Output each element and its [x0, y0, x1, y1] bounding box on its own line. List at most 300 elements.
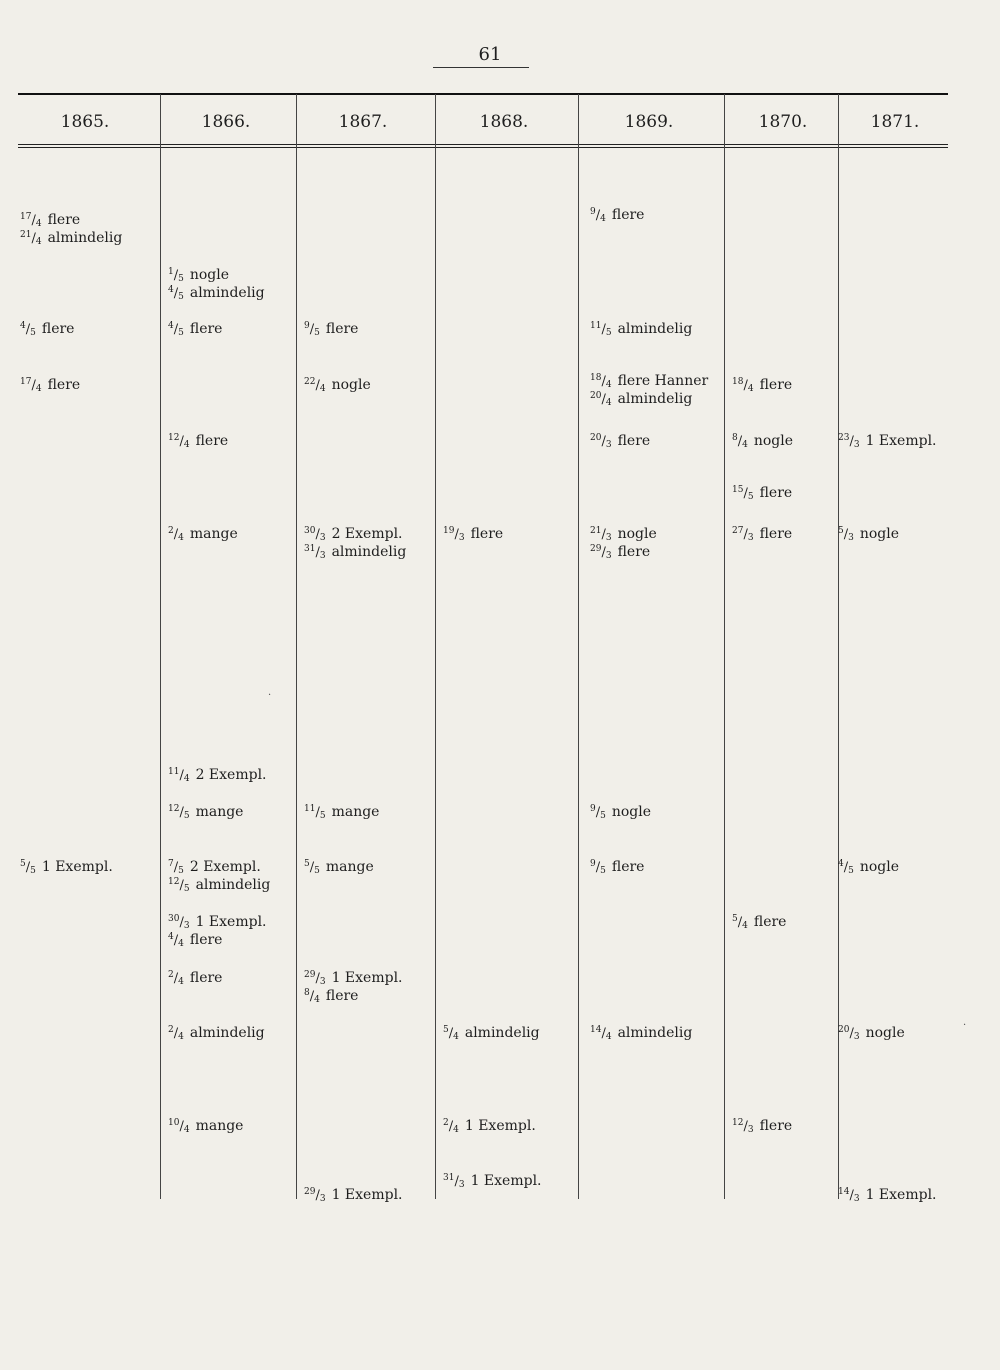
observation-label: 1 Exempl.	[464, 1118, 536, 1134]
month-number: 5	[178, 866, 184, 876]
fraction-slash: /	[843, 527, 849, 542]
observation-label: almindelig	[331, 544, 407, 560]
date-fraction	[443, 1118, 459, 1135]
observation-label: flere	[759, 485, 793, 501]
observation-label: flere	[195, 433, 229, 449]
month-number: 4	[178, 533, 184, 543]
column-divider	[435, 94, 436, 1199]
observation-entry	[838, 526, 899, 543]
date-fraction	[590, 391, 612, 408]
month-number: 5	[178, 274, 184, 284]
month-number: 5	[30, 866, 36, 876]
fraction-slash: /	[601, 392, 606, 407]
date-fraction	[838, 526, 854, 543]
month-number: 5	[183, 811, 190, 821]
fraction-slash: /	[595, 208, 601, 223]
date-fraction	[304, 804, 326, 821]
header-bottom-rule	[18, 144, 948, 145]
observation-entry	[590, 373, 708, 390]
fraction-slash: /	[849, 434, 854, 449]
month-number: 3	[319, 551, 326, 561]
day-number: 18	[732, 377, 744, 387]
fraction-slash: /	[737, 434, 743, 449]
date-fraction	[590, 544, 612, 561]
date-fraction	[304, 321, 320, 338]
observation-entry	[304, 544, 406, 561]
date-fraction	[304, 377, 326, 394]
observation-entry	[443, 1118, 536, 1135]
observation-label: mange	[195, 1118, 244, 1134]
observation-entry	[443, 1025, 540, 1042]
table-top-rule	[18, 93, 948, 95]
header-bottom-rule-2	[18, 147, 948, 148]
date-fraction	[304, 988, 320, 1005]
day-number: 21	[20, 230, 32, 240]
fraction-slash: /	[601, 322, 606, 337]
fraction-slash: /	[173, 527, 179, 542]
month-number: 4	[453, 1032, 459, 1042]
observation-label: mange	[331, 804, 380, 820]
date-fraction	[20, 321, 36, 338]
day-number: 31	[443, 1173, 455, 1183]
observation-label: flere	[759, 1118, 793, 1134]
date-fraction	[20, 230, 42, 247]
date-fraction	[590, 1025, 612, 1042]
day-number: 30	[304, 526, 316, 536]
observation-label: mange	[189, 526, 238, 542]
fraction-slash: /	[309, 989, 315, 1004]
observation-entry	[304, 321, 358, 338]
month-number: 3	[458, 533, 465, 543]
observation-label: nogle	[617, 526, 657, 542]
observation-label: flere	[753, 914, 787, 930]
day-number: 4	[168, 285, 174, 295]
month-number: 4	[319, 384, 326, 394]
day-number: 11	[304, 804, 316, 814]
fraction-slash: /	[315, 971, 320, 986]
date-fraction	[20, 377, 42, 394]
month-number: 3	[853, 1194, 860, 1204]
observation-entry	[443, 526, 503, 543]
fraction-slash: /	[173, 933, 179, 948]
fraction-slash: /	[179, 805, 184, 820]
observation-label: 1 Exempl.	[865, 1187, 937, 1203]
day-number: 2	[168, 970, 174, 980]
fraction-slash: /	[31, 231, 36, 246]
date-fraction	[168, 1025, 184, 1042]
observation-label: nogle	[753, 433, 794, 449]
date-fraction	[590, 804, 606, 821]
column-divider	[296, 94, 297, 1199]
observation-entry	[590, 321, 692, 338]
fraction-slash: /	[315, 545, 320, 560]
observation-entry	[590, 207, 644, 224]
day-number: 8	[732, 433, 738, 443]
observation-label: flere	[41, 321, 75, 337]
day-number: 14	[838, 1187, 850, 1197]
date-fraction	[590, 526, 612, 543]
observation-entry	[20, 377, 80, 394]
date-fraction	[168, 285, 184, 302]
observation-label: 1 Exempl.	[195, 914, 267, 930]
margin-dot: ·	[268, 690, 272, 701]
observation-label: almindelig	[47, 230, 123, 246]
date-fraction	[838, 1187, 860, 1204]
fraction-slash: /	[173, 268, 179, 283]
day-number: 14	[590, 1025, 602, 1035]
day-number: 15	[732, 485, 744, 495]
fraction-slash: /	[173, 860, 179, 875]
month-number: 3	[848, 533, 854, 543]
month-number: 3	[319, 977, 326, 987]
day-number: 20	[838, 1025, 850, 1035]
day-number: 4	[168, 932, 174, 942]
day-number: 12	[732, 1118, 744, 1128]
observation-label: flere	[611, 859, 645, 875]
fraction-slash: /	[743, 527, 748, 542]
day-number: 29	[304, 1187, 316, 1197]
observation-label: flere	[759, 377, 793, 393]
observation-entry	[732, 914, 786, 931]
observation-label: flere	[617, 544, 651, 560]
day-number: 12	[168, 804, 180, 814]
observation-entry	[838, 1025, 905, 1042]
day-number: 4	[838, 859, 844, 869]
date-fraction	[20, 212, 42, 229]
month-number: 4	[183, 1125, 190, 1135]
day-number: 9	[304, 321, 310, 331]
observation-entry	[304, 859, 374, 876]
observation-entry	[838, 433, 937, 450]
month-number: 4	[178, 977, 184, 987]
observation-label: nogle	[865, 1025, 905, 1041]
day-number: 7	[168, 859, 174, 869]
date-fraction	[168, 804, 190, 821]
observation-entry	[732, 485, 792, 502]
month-number: 3	[319, 533, 326, 543]
month-number: 5	[605, 328, 612, 338]
day-number: 12	[168, 877, 180, 887]
date-fraction	[732, 377, 754, 394]
observation-entry	[590, 859, 644, 876]
observation-label: mange	[325, 859, 374, 875]
observation-label: flere	[325, 321, 359, 337]
observation-label: nogle	[189, 267, 230, 283]
observation-entry	[590, 391, 692, 408]
day-number: 19	[443, 526, 455, 536]
month-number: 3	[853, 1032, 860, 1042]
day-number: 5	[304, 859, 310, 869]
month-number: 3	[747, 1125, 754, 1135]
fraction-slash: /	[454, 1174, 459, 1189]
month-number: 5	[319, 811, 326, 821]
observation-entry	[838, 859, 899, 876]
date-fraction	[168, 321, 184, 338]
date-fraction	[304, 526, 326, 543]
day-number: 29	[590, 544, 602, 554]
month-number: 5	[178, 328, 184, 338]
fraction-slash: /	[849, 1026, 854, 1041]
observation-label: almindelig	[464, 1025, 540, 1041]
month-number: 3	[605, 551, 612, 561]
observation-label: 2 Exempl.	[189, 859, 261, 875]
observation-entry	[732, 526, 792, 543]
column-divider	[578, 94, 579, 1199]
day-number: 1	[168, 267, 174, 277]
observation-entry	[168, 1025, 265, 1042]
observation-entry	[168, 433, 228, 450]
fraction-slash: /	[849, 1188, 854, 1203]
day-number: 30	[168, 914, 180, 924]
day-number: 5	[732, 914, 738, 924]
day-number: 11	[590, 321, 602, 331]
observation-entry	[304, 970, 403, 987]
date-fraction	[732, 914, 748, 931]
date-fraction	[168, 932, 184, 949]
month-number: 5	[600, 811, 606, 821]
observation-label: flere	[325, 988, 359, 1004]
day-number: 4	[168, 321, 174, 331]
date-fraction	[168, 433, 190, 450]
day-number: 4	[20, 321, 26, 331]
date-fraction	[732, 485, 754, 502]
month-number: 4	[178, 1032, 184, 1042]
fraction-slash: /	[743, 378, 748, 393]
observation-entry	[838, 1187, 937, 1204]
date-fraction	[590, 433, 612, 450]
month-number: 4	[605, 380, 612, 390]
day-number: 21	[590, 526, 602, 536]
fraction-slash: /	[743, 486, 748, 501]
month-number: 4	[605, 1032, 612, 1042]
month-number: 4	[605, 398, 612, 408]
observation-entry	[168, 804, 243, 821]
fraction-slash: /	[309, 322, 315, 337]
year-header: 1866.	[201, 112, 251, 132]
observation-entry	[20, 230, 122, 247]
observation-entry	[732, 377, 792, 394]
date-fraction	[168, 859, 184, 876]
month-number: 3	[605, 533, 612, 543]
observation-label: nogle	[859, 859, 900, 875]
observation-label: nogle	[859, 526, 900, 542]
date-fraction	[838, 1025, 860, 1042]
fraction-slash: /	[315, 378, 320, 393]
fraction-slash: /	[843, 860, 849, 875]
month-number: 4	[183, 440, 190, 450]
date-fraction	[590, 373, 612, 390]
date-fraction	[168, 1118, 190, 1135]
observation-label: flere	[189, 970, 223, 986]
observation-label: flere	[47, 212, 81, 228]
month-number: 5	[30, 328, 36, 338]
observation-entry	[168, 285, 265, 302]
day-number: 2	[168, 1025, 174, 1035]
month-number: 4	[35, 237, 42, 247]
date-fraction	[168, 526, 184, 543]
observation-entry	[168, 877, 270, 894]
observation-entry	[168, 1118, 243, 1135]
observation-label: flere	[617, 433, 651, 449]
date-fraction	[590, 321, 612, 338]
date-fraction	[168, 877, 190, 894]
day-number: 5	[20, 859, 26, 869]
observation-entry	[168, 526, 238, 543]
fraction-slash: /	[31, 213, 36, 228]
date-fraction	[304, 859, 320, 876]
day-number: 8	[304, 988, 310, 998]
day-number: 2	[443, 1118, 449, 1128]
year-header: 1871.	[870, 112, 920, 132]
date-fraction	[20, 859, 36, 876]
observation-entry	[732, 1118, 792, 1135]
date-fraction	[443, 1025, 459, 1042]
observation-entry	[590, 544, 650, 561]
day-number: 9	[590, 859, 596, 869]
month-number: 3	[319, 1194, 326, 1204]
observation-label: almindelig	[189, 285, 265, 301]
day-number: 5	[443, 1025, 449, 1035]
observation-entry	[304, 526, 403, 543]
fraction-slash: /	[454, 527, 459, 542]
day-number: 9	[590, 804, 596, 814]
page-number-rule	[433, 67, 529, 68]
observation-entry	[168, 767, 267, 784]
date-fraction	[590, 859, 606, 876]
day-number: 27	[732, 526, 744, 536]
day-number: 5	[838, 526, 844, 536]
observation-entry	[168, 914, 267, 931]
observation-entry	[304, 377, 371, 394]
fraction-slash: /	[315, 1188, 320, 1203]
date-fraction	[732, 433, 748, 450]
fraction-slash: /	[601, 434, 606, 449]
observation-entry	[590, 1025, 692, 1042]
fraction-slash: /	[595, 860, 601, 875]
fraction-slash: /	[179, 915, 184, 930]
fraction-slash: /	[179, 768, 184, 783]
observation-label: 1 Exempl.	[865, 433, 937, 449]
observation-entry	[168, 267, 229, 284]
observation-entry	[304, 1187, 403, 1204]
observation-entry	[443, 1173, 542, 1190]
fraction-slash: /	[737, 915, 743, 930]
day-number: 11	[168, 767, 180, 777]
fraction-slash: /	[173, 971, 179, 986]
month-number: 5	[600, 866, 606, 876]
month-number: 3	[183, 921, 190, 931]
observation-entry	[168, 932, 222, 949]
day-number: 12	[168, 433, 180, 443]
observation-entry	[20, 859, 113, 876]
observation-entry	[168, 321, 222, 338]
observation-label: 1 Exempl.	[331, 970, 403, 986]
fraction-slash: /	[25, 322, 31, 337]
fraction-slash: /	[601, 545, 606, 560]
day-number: 31	[304, 544, 316, 554]
observation-label: almindelig	[617, 321, 693, 337]
observation-entry	[168, 970, 222, 987]
day-number: 18	[590, 373, 602, 383]
month-number: 4	[453, 1125, 459, 1135]
observation-label: almindelig	[617, 391, 693, 407]
fraction-slash: /	[173, 286, 179, 301]
observation-label: almindelig	[189, 1025, 265, 1041]
month-number: 4	[183, 774, 190, 784]
month-number: 3	[605, 440, 612, 450]
fraction-slash: /	[179, 434, 184, 449]
month-number: 4	[314, 995, 320, 1005]
observation-label: almindelig	[617, 1025, 693, 1041]
month-number: 4	[742, 921, 748, 931]
month-number: 4	[600, 214, 606, 224]
fraction-slash: /	[601, 527, 606, 542]
observation-label: 1 Exempl.	[470, 1173, 542, 1189]
month-number: 4	[747, 384, 754, 394]
year-header: 1869.	[624, 112, 674, 132]
date-fraction	[443, 1173, 465, 1190]
date-fraction	[304, 544, 326, 561]
month-number: 3	[853, 440, 860, 450]
fraction-slash: /	[309, 860, 315, 875]
month-number: 5	[747, 492, 754, 502]
observation-entry	[20, 321, 74, 338]
fraction-slash: /	[179, 878, 184, 893]
day-number: 10	[168, 1118, 180, 1128]
column-divider	[160, 94, 161, 1199]
fraction-slash: /	[31, 378, 36, 393]
fraction-slash: /	[448, 1026, 454, 1041]
fraction-slash: /	[179, 1119, 184, 1134]
observation-label: almindelig	[195, 877, 271, 893]
date-fraction	[168, 267, 184, 284]
date-fraction	[168, 767, 190, 784]
year-header: 1867.	[338, 112, 388, 132]
observation-entry	[590, 433, 650, 450]
month-number: 3	[747, 533, 754, 543]
fraction-slash: /	[601, 1026, 606, 1041]
observation-label: 2 Exempl.	[195, 767, 267, 783]
date-fraction	[443, 526, 465, 543]
day-number: 17	[20, 212, 32, 222]
observation-label: nogle	[611, 804, 652, 820]
day-number: 20	[590, 433, 602, 443]
date-fraction	[304, 970, 326, 987]
day-number: 9	[590, 207, 596, 217]
day-number: 20	[590, 391, 602, 401]
observation-label: mange	[195, 804, 244, 820]
observation-label: flere	[759, 526, 793, 542]
page-number: 61	[478, 44, 502, 65]
observation-label: 1 Exempl.	[331, 1187, 403, 1203]
observation-entry	[168, 859, 261, 876]
observation-entry	[20, 212, 80, 229]
observation-label: flere	[47, 377, 81, 393]
fraction-slash: /	[25, 860, 31, 875]
year-header: 1870.	[758, 112, 808, 132]
fraction-slash: /	[601, 374, 606, 389]
observation-entry	[590, 526, 657, 543]
year-header: 1865.	[60, 112, 110, 132]
fraction-slash: /	[173, 322, 179, 337]
observation-label: flere Hanner	[617, 373, 709, 389]
fraction-slash: /	[173, 1026, 179, 1041]
date-fraction	[732, 1118, 754, 1135]
day-number: 2	[168, 526, 174, 536]
day-number: 22	[304, 377, 316, 387]
month-number: 4	[742, 440, 748, 450]
margin-dot: ·	[963, 1020, 967, 1031]
